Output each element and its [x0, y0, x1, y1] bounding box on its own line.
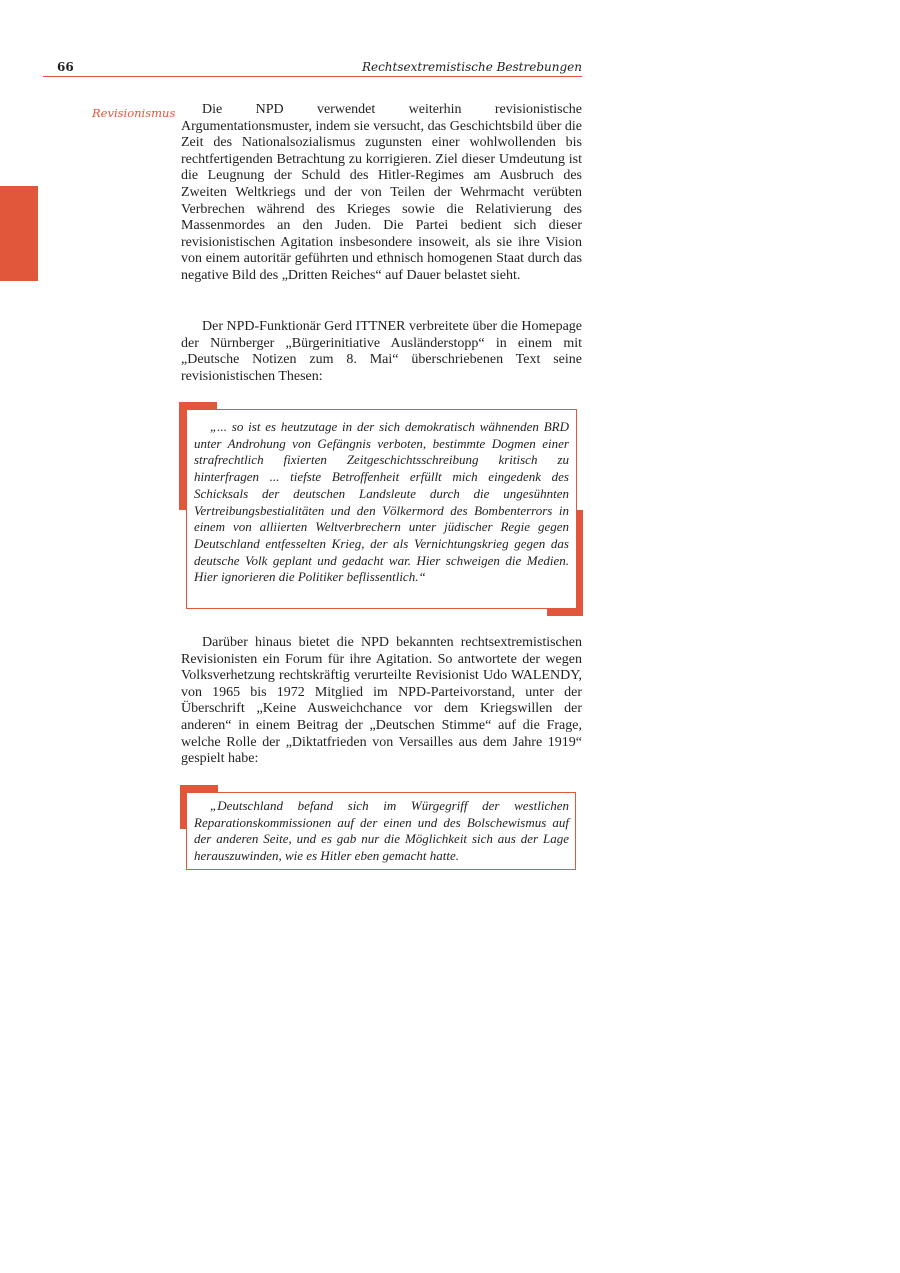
body-paragraph-1: Die NPD verwendet weiterhin revisionistische Argumentationsmuster, indem sie versucht, das Geschichtsbild über die Zeit des Nationalsozialismus zugunsten einer wohlwollenden bis rechtfertigenden Betrachtung zu korrigieren. Ziel dieser Umdeutung ist die Leugnung der Schuld des Hitler-Regimes am Ausbruch des Zweiten Weltkriegs und der von Teilen der Wehrmacht verübten Verbrechen während des Krieges sowie die Relativierung des Massenmordes an den Juden. Die Partei bedient sich dieser revisionistischen Agitation insbesondere insoweit, als sie ihre Vision von einem autoritär geführten und ethnisch homogenen Staat durch das negative Bild des „Dritten Reiches“ auf Dauer belastet sieht.	[181, 102, 582, 283]
quote-text-2: „Deutschland befand sich im Würgegriff der westlichen Reparationskommissionen auf der einen und des Bolschewismus auf der anderen Seite, und es gab nur die Möglichkeit sich aus der Lage herauszuwinden, wie es Hitler eben gemacht hatte.	[194, 798, 569, 864]
quote-text-1: „... so ist es heutzutage in der sich demokratisch wähnenden BRD unter Androhung von Gefängnis verboten, bestimmte Dogmen einer strafrechtlich fixierten Zeitgeschichtsschreibung kritisch zu hinterfragen ... tiefste Betroffenheit erfüllt mich eingedenk des Schicksals der deutschen Landsleute durch die ungesühnten Vertreibungsbestialitäten und den Völkermord des Bombenterrors in einem von alliierten Weltverbrechern unter jüdischer Regie gegen Deutschland entfesselten Krieg, der als Vernichtungskrieg gegen das deutsche Volk geplant und gedacht war. Hier schweigen die Medien. Hier ignorieren die Politiker beflissentlich.“	[194, 419, 569, 585]
running-title: Rechtsextremistische Bestrebungen	[361, 60, 582, 74]
margin-note: Revisionismus	[92, 106, 176, 120]
quote-box-2	[186, 792, 576, 870]
body-paragraph-2: Der NPD-Funktionär Gerd ITTNER verbreitete über die Homepage der Nürnberger „Bürgerinitiative Ausländerstopp“ in einem mit „Deutsche Notizen zum 8. Mai“ überschriebenen Text seine revisionistischen Thesen:	[181, 319, 582, 384]
header-rule	[43, 76, 582, 77]
quote-box-1	[186, 409, 577, 609]
chapter-marker-tab	[0, 186, 38, 281]
page-number: 66	[57, 60, 74, 74]
body-paragraph-3: Darüber hinaus bietet die NPD bekannten rechtsextremistischen Revisionisten ein Forum für ihre Agitation. So antwortete der wegen Volksverhetzung rechtskräftig verurteilte Revisionist Udo WALENDY, von 1965 bis 1972 Mitglied im NPD-Parteivorstand, unter der Überschrift „Keine Ausweichchance vor dem Kriegswillen der anderen“ in einem Beitrag der „Deutschen Stimme“ auf die Frage, welche Rolle der „Diktatfrieden von Versailles aus dem Jahre 1919“ gespielt habe:	[181, 635, 582, 767]
